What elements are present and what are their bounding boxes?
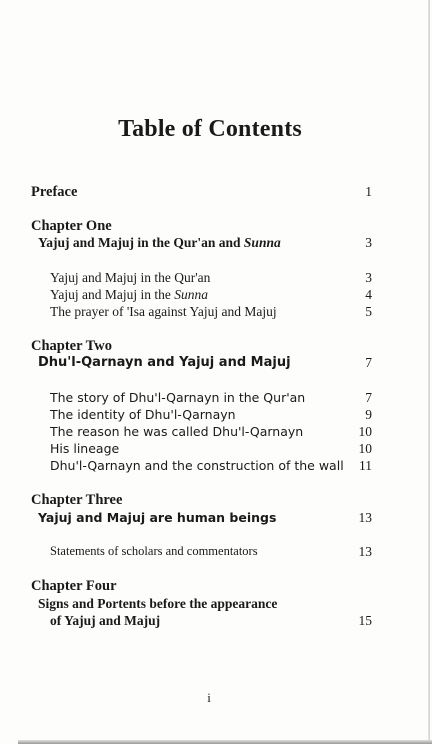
- toc-page-number: 15: [358, 613, 372, 628]
- toc-page-number: 13: [358, 510, 372, 525]
- toc-entry[interactable]: [0, 270, 432, 288]
- toc-entry-label: Statements of scholars and commentators: [50, 544, 258, 558]
- toc-page-number: 3: [365, 270, 372, 285]
- toc-entry-chapter-title[interactable]: [0, 510, 432, 528]
- toc-entry-label: of Yajuj and Majuj: [50, 613, 161, 628]
- chapter-heading: [0, 338, 432, 356]
- toc-entry-label: Signs and Portents before the appearance: [38, 596, 278, 611]
- page-title: Table of Contents: [118, 116, 302, 142]
- toc-entry-chapter-title[interactable]: [0, 613, 432, 631]
- toc-entry-chapter-title[interactable]: [0, 235, 432, 253]
- toc-entry-label: Yajuj and Majuj in the Qur'an: [50, 270, 211, 285]
- toc-page-number: 13: [358, 544, 372, 559]
- toc-entry-preface[interactable]: [0, 184, 432, 202]
- toc-entry[interactable]: [0, 544, 432, 562]
- chapter-heading: [0, 218, 432, 236]
- toc-entry-chapter-title[interactable]: [0, 596, 432, 614]
- toc-entry[interactable]: [0, 458, 432, 476]
- chapter-label: Chapter One: [31, 218, 112, 234]
- toc-entry-label: His lineage: [50, 441, 120, 456]
- toc-entry[interactable]: [0, 407, 432, 425]
- chapter-heading: [0, 492, 432, 510]
- chapter-heading: [0, 578, 432, 596]
- toc-entry-label: Yajuj and Majuj in the Sunna: [50, 287, 208, 302]
- footer-page-number: i: [207, 690, 211, 705]
- toc-entry-label: Preface: [31, 184, 78, 200]
- toc-entry-label: The prayer of 'Isa against Yajuj and Majuj: [50, 304, 277, 319]
- toc-page-number: 9: [365, 407, 372, 422]
- toc-page-number: 5: [365, 304, 372, 319]
- toc-entry-label: Yajuj and Majuj are human beings: [38, 510, 277, 525]
- toc-entry[interactable]: [0, 424, 432, 442]
- chapter-label: Chapter Four: [31, 578, 117, 594]
- toc-entry[interactable]: [0, 441, 432, 459]
- toc-page-number: 7: [365, 355, 372, 370]
- toc-entry-label: The identity of Dhu'l-Qarnayn: [50, 407, 236, 422]
- toc-entry[interactable]: [0, 304, 432, 322]
- toc-page-number: 10: [358, 441, 372, 456]
- toc-entry-label: The story of Dhu'l-Qarnayn in the Qur'an: [50, 390, 306, 405]
- toc-page-number: 1: [365, 184, 372, 199]
- toc-page-number: 10: [358, 424, 372, 439]
- toc-page-number: 7: [365, 390, 372, 405]
- toc-entry-label: The reason he was called Dhu'l-Qarnayn: [50, 424, 304, 439]
- toc-page-number: 11: [359, 458, 372, 473]
- chapter-label: Chapter Three: [31, 492, 123, 508]
- toc-entry[interactable]: [0, 287, 432, 305]
- toc-page-number: 4: [365, 287, 372, 302]
- toc-entry-chapter-title[interactable]: [0, 355, 432, 373]
- toc-page-number: 3: [365, 235, 372, 250]
- toc-entry-label: Dhu'l-Qarnayn and the construction of the wall: [50, 458, 344, 473]
- toc-entry-label: Dhu'l-Qarnayn and Yajuj and Majuj: [38, 355, 291, 370]
- toc-entry[interactable]: [0, 390, 432, 408]
- chapter-label: Chapter Two: [31, 338, 112, 354]
- toc-entry-label: Yajuj and Majuj in the Qur'an and Sunna: [38, 235, 281, 250]
- page-edge-bottom: [18, 740, 432, 744]
